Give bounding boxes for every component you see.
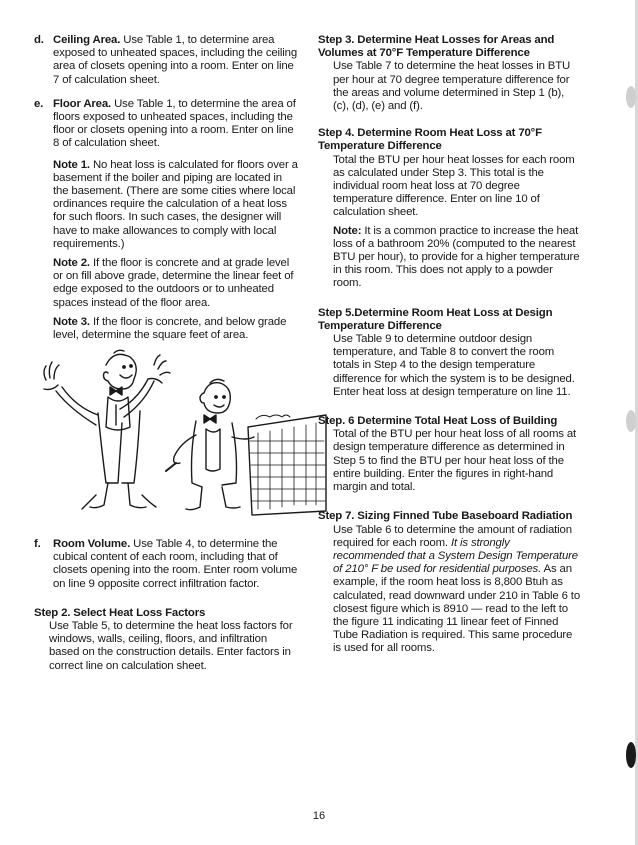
note-text: If the floor is concrete and at grade level or on fill above grade, determine the linear feet of edge exposed to the outdoors or to unheated spaces instead of the floor area. [53, 257, 294, 309]
step-title: Step 2. Select Heat Loss Factors [34, 606, 206, 619]
page-number: 16 [312, 810, 326, 822]
step-text: Total of the BTU per hour heat loss of all rooms at design temperature difference as determined in Step 5 to find the BTU per hour heat loss of the entire building. Enter the figures in right-hand margin and total. [333, 428, 577, 494]
step-text-cont: As an example, if the room heat loss is 8,800 Btuh as calculated, read downward under 210 in Table 6 to closest figure which is 8910 — read to the left to the figure 11 indicating 11 linear feet of Finned Tube Radiation is required. This same procedure is used for all rooms. [333, 563, 581, 655]
grid-chart-board [248, 415, 326, 515]
step-7 [318, 510, 580, 655]
note-3 [34, 316, 300, 342]
note-label: Note 1. [53, 158, 90, 171]
item-floor-area [34, 98, 300, 151]
binder-hole [626, 410, 636, 432]
right-man-figure [166, 379, 254, 509]
binder-hole [626, 86, 636, 108]
step-title: Step 3. Determine Heat Losses for Areas and Volumes at 70°F Temperature Difference [318, 34, 555, 60]
item-room-volume [34, 538, 300, 591]
binder-hole [626, 742, 636, 768]
step-text: Use Table 7 to determine the heat losses in BTU per hour at 70 degree temperature difference for the areas and volume determined in Step 1 (b), (c), (d), (e) and (f). [333, 60, 571, 113]
step-title: Step 5.Determine Room Heat Loss at Design Temperature Difference [318, 306, 553, 332]
step-title: Step 4. Determine Room Heat Loss at 70°F Temperature Difference [318, 127, 542, 153]
step-emphasis: It is strongly recommended that a System Design Temperature of 210° F be used for residential purposes. [333, 536, 578, 576]
left-column [34, 34, 300, 342]
step-text: Use Table 6 to determine the amount of radiation required for each room. [333, 523, 572, 549]
note-label: Note 2. [53, 257, 90, 270]
note-1 [34, 159, 300, 251]
note-2 [34, 257, 300, 310]
item-title: Ceiling Area. [53, 34, 121, 46]
note-text: No heat loss is calculated for floors over a basement if the boiler and piping are located in the basement. (There are some cities where local ordinances require the calculation of a heat loss for such floors. In such cases, the designer will have to make allowances to comply with local requirements.) [53, 158, 298, 250]
left-column-lower [34, 538, 300, 683]
item-text: Use Table 4, to determine the cubical content of each room, including that of closets opening into the room. Enter room volume on line 9 opposite correct infiltration factor. [53, 538, 298, 590]
step-title: Step 7. Sizing Finned Tube Baseboard Radiation [318, 510, 573, 523]
step-text: Use Table 9 to determine outdoor design temperature, and Table 8 to convert the room totals in Step 4 to the design temperature difference for which the system is to be designed. Enter heat loss at design temperature on line 11. [333, 333, 575, 398]
cartoon-men-with-chart-icon [36, 345, 336, 523]
item-text: Use Table 1, to determine the area of floors exposed to unheated spaces, including the floor or closets opening into a room. Enter on line 8 of calculation sheet. [53, 97, 296, 150]
step-2 [34, 607, 300, 673]
item-marker: f. [34, 538, 41, 550]
item-title: Room Volume. [53, 538, 131, 550]
step-5 [318, 307, 580, 399]
step-title: Step. 6 Determine Total Heat Loss of Building [318, 415, 558, 428]
note-label: Note: [333, 224, 362, 237]
item-ceiling-area [34, 34, 300, 87]
note-text: If the floor is concrete, and below grade level, determine the square feet of area. [53, 315, 287, 342]
step-text: Use Table 5, to determine the heat loss factors for windows, walls, ceiling, floors, and infiltration based on the construction details. Enter factors in correct line on calculation sheet. [49, 620, 293, 672]
item-marker: e. [34, 97, 44, 110]
item-marker: d. [34, 34, 44, 46]
step-text: Total the BTU per hour heat losses for each room as calculated under Step 3. This total is the individual room heat loss at 70 degree temperature difference. Enter on line 10 of calculation sheet. [333, 153, 575, 219]
note-text: It is a common practice to increase the heat loss of a bathroom 20% (computed to the nearest BTU per hour), to provide for a higher temperature in this room. This does not apply to a powder room. [333, 224, 580, 290]
item-text: Use Table 1, to determine area exposed to unheated spaces, including the ceiling area of closets opening into a room. Enter on line 7 of calculation sheet. [53, 34, 298, 86]
right-column [318, 34, 580, 666]
left-man-figure [44, 350, 170, 509]
step-4 [318, 127, 580, 290]
step-3 [318, 34, 580, 113]
item-title: Floor Area. [53, 97, 112, 110]
step-6 [318, 415, 580, 494]
note-label: Note 3. [53, 315, 90, 328]
